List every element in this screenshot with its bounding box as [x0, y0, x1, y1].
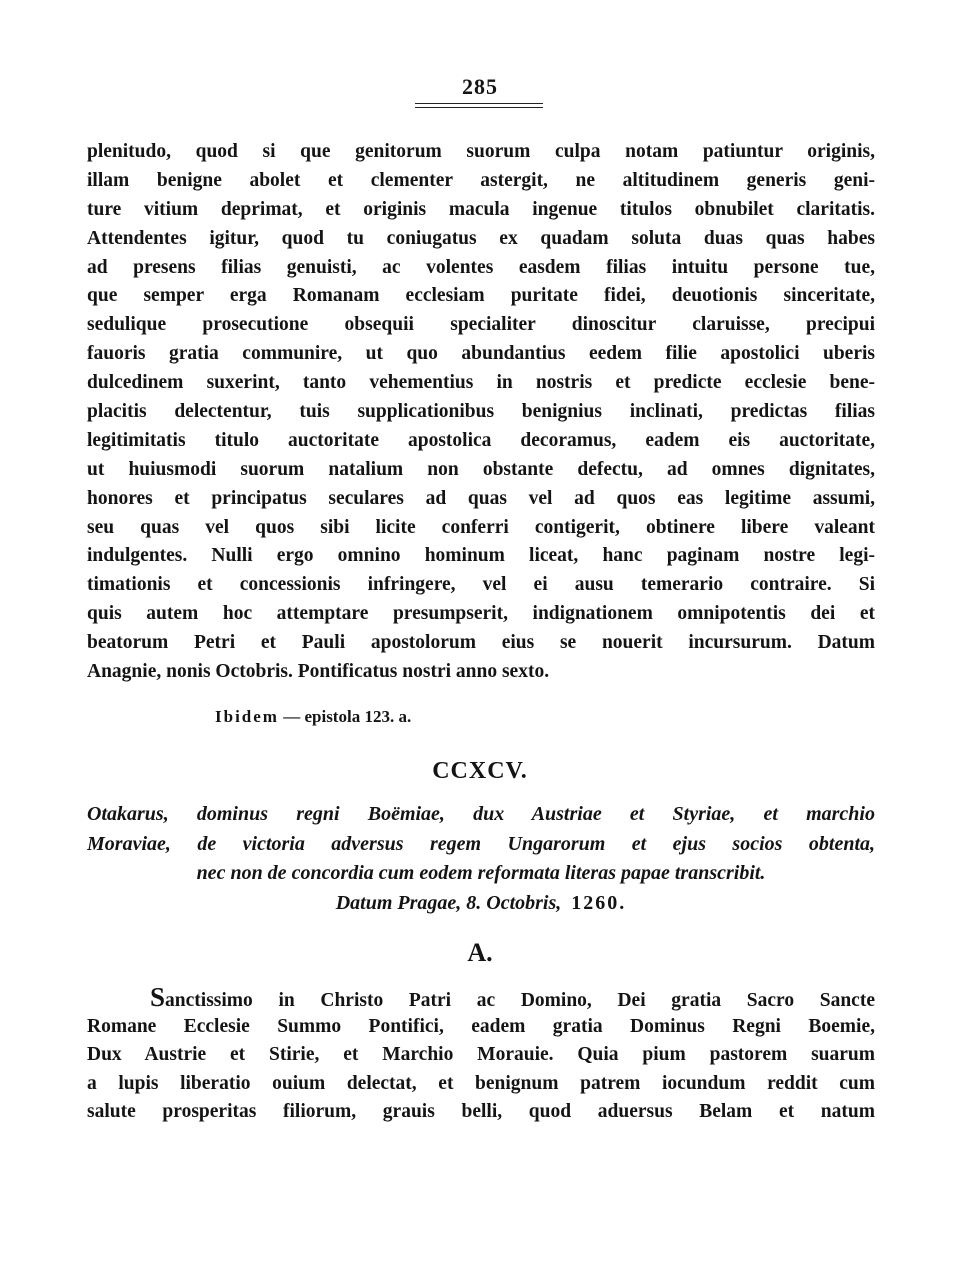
body-line: dulcedinem suxerint, tanto vehementius in nostris et predicte ecclesie bene-: [87, 372, 875, 394]
source-ibidem: Ibidem: [215, 707, 279, 726]
body-line: honores et principatus seculares ad quas vel ad quos eas legitime assumi,: [87, 487, 875, 509]
body-line: ut huiusmodi suorum natalium non obstante defectu, ad omnes dignitates,: [87, 458, 875, 480]
source-reference: [215, 707, 411, 727]
letter-line: salute prosperitas filiorum, grauis belli, quod aduersus Belam et natum: [87, 1101, 875, 1123]
body-text: [87, 138, 875, 687]
body-line: ad presens filias genuisti, ac volentes easdem filias intuitu persone tue,: [87, 256, 875, 278]
document-number: CCXCV.: [432, 758, 528, 784]
body-line: timationis et concessionis infringere, vel ei ausu temerario contraire. Si: [87, 574, 875, 596]
letter-line: Dux Austrie et Stirie, et Marchio Morauie. Quia pium pastorem suarum: [87, 1044, 875, 1066]
section-label: A.: [467, 938, 493, 967]
body-line: Attendentes igitur, quod tu coniugatus ex quadam soluta duas quas habes: [87, 227, 875, 249]
body-line: quis autem hoc attemptare presumpserit, indignationem omnipotentis dei et: [87, 603, 875, 625]
body-line: sedulique prosecutione obsequii specialiter dinoscitur claruisse, precipui: [87, 314, 875, 336]
document-summary: [87, 800, 875, 918]
letter-first-line-rest: anctissimo in Christo Patri ac Domino, Dei gratia Sacro Sancte: [165, 990, 875, 1011]
body-line: indulgentes. Nulli ergo omnino hominum liceat, hanc paginam nostre legi-: [87, 545, 875, 567]
source-epistola: — epistola 123. a.: [283, 707, 412, 726]
body-line-last: Anagnie, nonis Octobris. Pontificatus nostri anno sexto.: [87, 661, 550, 683]
page-number-rule-lower: [415, 107, 543, 108]
page-number: 285: [462, 74, 498, 99]
letter-first-line: [87, 984, 875, 1013]
body-line: plenitudo, quod si que genitorum suorum culpa notam patiuntur originis,: [87, 141, 875, 162]
summary-line: Otakarus, dominus regni Boëmiae, dux Austriae et Styriae, et marchio: [87, 803, 875, 825]
summary-line: Moraviae, de victoria adversus regem Ungarorum et ejus socios obtenta,: [87, 832, 875, 855]
summary-year: 1260.: [571, 891, 627, 914]
page-number-rule: [415, 103, 543, 104]
body-line: beatorum Petri et Pauli apostolorum eius se nouerit incursurum. Datum: [87, 632, 875, 654]
letter-text: [87, 984, 875, 1127]
body-line: legitimitatis titulo auctoritate apostolica decoramus, eadem eis auctoritate,: [87, 429, 875, 451]
body-line: placitis delectentur, tuis supplicationibus benignius inclinati, predictas filias: [87, 401, 875, 423]
body-line: fauoris gratia communire, ut quo abundantius eedem filie apostolici uberis: [87, 343, 875, 365]
letter-line: a lupis liberatio ouium delectat, et benignum patrem iocundum reddit cum: [87, 1072, 875, 1094]
body-line: que semper erga Romanam ecclesiam puritate fidei, deuotionis sinceritate,: [87, 285, 875, 307]
summary-line: nec non de concordia cum eodem reformata literas papae transcribit.: [196, 862, 766, 884]
letter-line: Romane Ecclesie Summo Pontifici, eadem gratia Dominus Regni Boemie,: [87, 1015, 875, 1037]
body-line: illam benigne abolet et clementer astergit, ne altitudinem generis geni-: [87, 169, 875, 191]
summary-date-line: [87, 889, 875, 919]
summary-dated: Datum Pragae, 8. Octobris,: [335, 891, 562, 914]
body-line: seu quas vel quos sibi licite conferri contigerit, obtinere libere valeant: [87, 516, 875, 538]
drop-cap: S: [150, 984, 166, 1012]
body-line: ture vitium deprimat, et originis macula ingenue titulos obnubilet claritatis.: [87, 198, 875, 220]
